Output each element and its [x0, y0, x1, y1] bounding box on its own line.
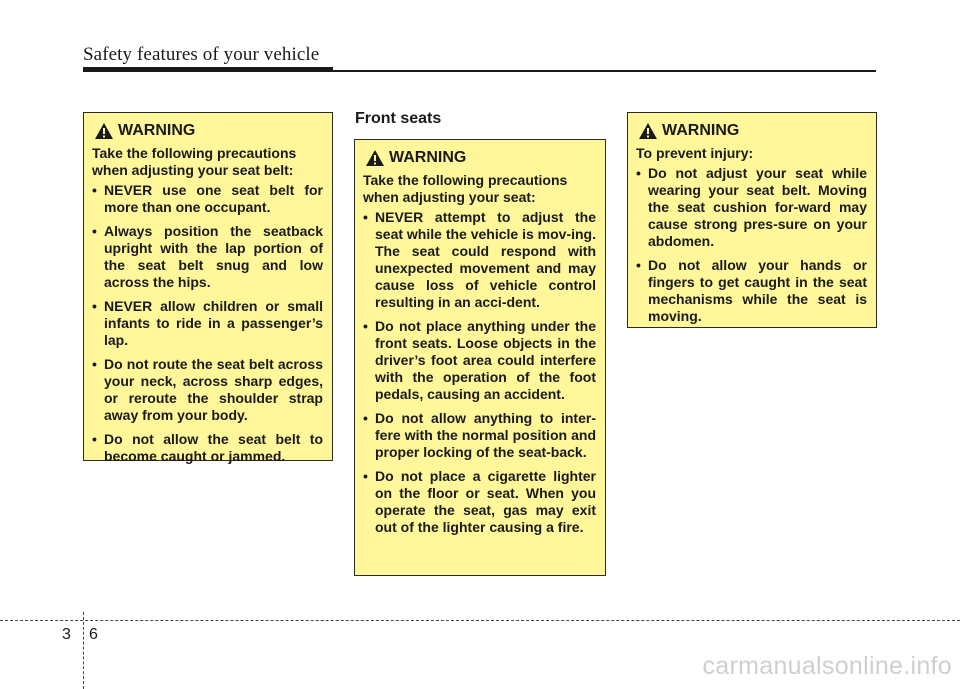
list-item: • NEVER attempt to adjust the seat while the vehicle is mov-ing. The seat could respond with unexpected movement and may cause loss of vehicle control resulting in an acci-dent.	[363, 209, 596, 311]
warning-box-seat-belt	[83, 112, 333, 464]
warning-box-injury	[627, 112, 877, 328]
footer-divider	[0, 620, 960, 621]
warning-intro: To prevent injury:	[636, 145, 754, 161]
header-rule-thick	[83, 67, 333, 72]
warning-triangle-icon	[365, 149, 385, 167]
warning-header	[638, 122, 867, 140]
list-item: • Do not place anything under the front seats. Loose objects in the driver’s foot area could interfere with the operation of the foot pedals, causing an accident.	[363, 318, 596, 403]
warning-list	[636, 165, 867, 325]
warning-box-seat-adjust	[354, 139, 606, 576]
warning-triangle-icon	[94, 122, 114, 140]
warning-label: WARNING	[389, 149, 467, 166]
warning-intro: Take the following precautions when adjusting your seat belt:	[92, 145, 297, 178]
warning-header	[365, 149, 596, 167]
list-item: • NEVER use one seat belt for more than one occupant.	[92, 182, 323, 216]
header-rule-thin	[333, 70, 876, 72]
list-item: • Do not allow your hands or fingers to get caught in the seat mechanisms while the seat is moving.	[636, 257, 867, 325]
list-item: • Always position the seatback upright with the lap portion of the seat belt snug and low across the hips.	[92, 223, 323, 291]
warning-list	[363, 209, 596, 536]
list-item: • Do not route the seat belt across your neck, across sharp edges, or reroute the shoulder strap away from your body.	[92, 356, 323, 424]
page-header-title: Safety features of your vehicle	[83, 44, 320, 65]
warning-list	[92, 182, 323, 465]
list-item: • Do not place a cigarette lighter on the floor or seat. When you operate the seat, gas may exit out of the lighter causing a fire.	[363, 468, 596, 536]
list-item: • Do not allow anything to inter-fere with the normal position and proper locking of the seat-back.	[363, 410, 596, 461]
list-item: • Do not allow the seat belt to become caught or jammed.	[92, 431, 323, 465]
warning-intro: Take the following precautions when adjusting your seat:	[363, 172, 568, 205]
footer-vertical-divider	[83, 612, 84, 689]
watermark-link[interactable]: carmanualsonline.info	[702, 652, 952, 680]
list-item: • NEVER allow children or small infants to ride in a passenger’s lap.	[92, 298, 323, 349]
chapter-number: 3	[62, 626, 71, 643]
warning-header	[94, 122, 323, 140]
warning-label: WARNING	[118, 122, 196, 139]
page-number: 6	[89, 626, 98, 643]
section-heading: Front seats	[355, 110, 442, 127]
list-item: • Do not adjust your seat while wearing your seat belt. Moving the seat cushion for-ward may cause strong pres-sure on your abdomen.	[636, 165, 867, 250]
warning-triangle-icon	[638, 122, 658, 140]
warning-label: WARNING	[662, 122, 740, 139]
